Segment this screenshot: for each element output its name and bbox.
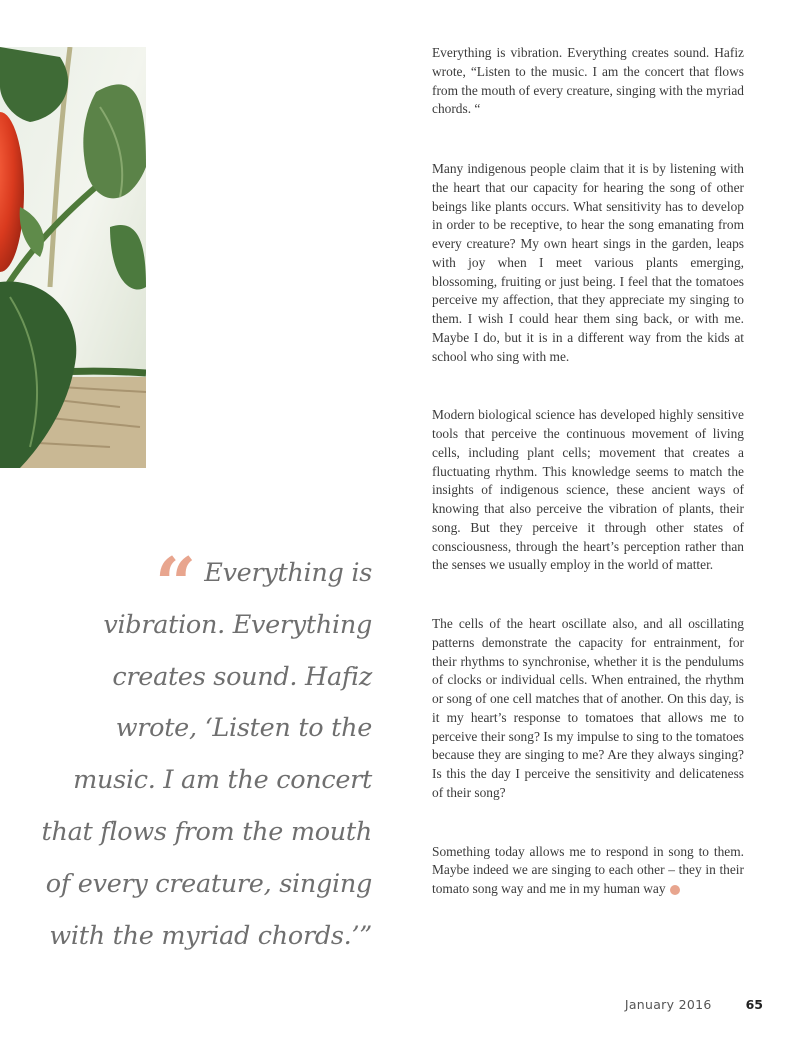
article-paragraph: Everything is vibration. Everything creates sound. Hafiz wrote, “Listen to the music. I am the concert that flows from the mouth of every creature, singing with the myriad chords. “ [432,45,744,117]
tomato-plant-photo [0,47,146,468]
quote-mark-icon: “ [154,541,191,626]
article-paragraph: The cells of the heart oscillate also, and all oscillating patterns demonstrate the capacity for entrainment, for their rhythms to synchronise, whether it is the pendulums of clocks or individual cells. When entrained, the rhythm or song of one cell matches that of another. On this day, is it my heart’s response to tomatoes that allows me to perceive their song? Is my impulse to sing to the tomatoes because they are singing to me? Are they always singing? Is this the day I perceive the sensitivity and delicateness of their song? [432,616,744,800]
end-of-article-icon [670,885,680,895]
article-paragraph-text: Something today allows me to respond in song to them. Maybe indeed we are singing to each other – they in their tomato song way and me in my human way [432,843,744,896]
pull-quote [30,541,372,962]
page-number: 65 [745,997,763,1012]
article-paragraph: Modern biological science has developed highly sensitive tools that perceive the continuous movement of living cells, including plant cells; movement that creates a fluctuating rhythm. This knowledge seems to match the insights of indigenous science, these ancient ways of knowing that also perceive the vibration of plants, their song. But they perceive it through other states of consciousness, through the heart’s perception rather than the senses we usually employ in the world of matter. [432,407,744,573]
pull-quote-text: Everything is vibration. Everything creates sound. Hafiz wrote, ‘Listen to the music. I am the concert that flows from the mouth of every creature, singing with the myriad chords.’” [41,558,372,951]
article-body [432,44,744,899]
issue-date: January 2016 [624,997,712,1012]
article-paragraph: Many indigenous people claim that it is by listening with the heart that our capacity for hearing the song of other beings like plants occurs. What sensitivity has to develop in order to be receptive, to hear the song emanating from every creature? My own heart sings in the garden, leaps with joy when I meet various plants emerging, blossoming, fruiting or just being. I feel that the tomatoes perceive my affection, that they appreciate my singing to them. I wish I could hear them sing back, or with me. Maybe I do, but it is in a different way from the kids at school who sing with me. [432,161,744,364]
article-paragraph-last [432,843,744,899]
page-footer [625,997,763,1012]
